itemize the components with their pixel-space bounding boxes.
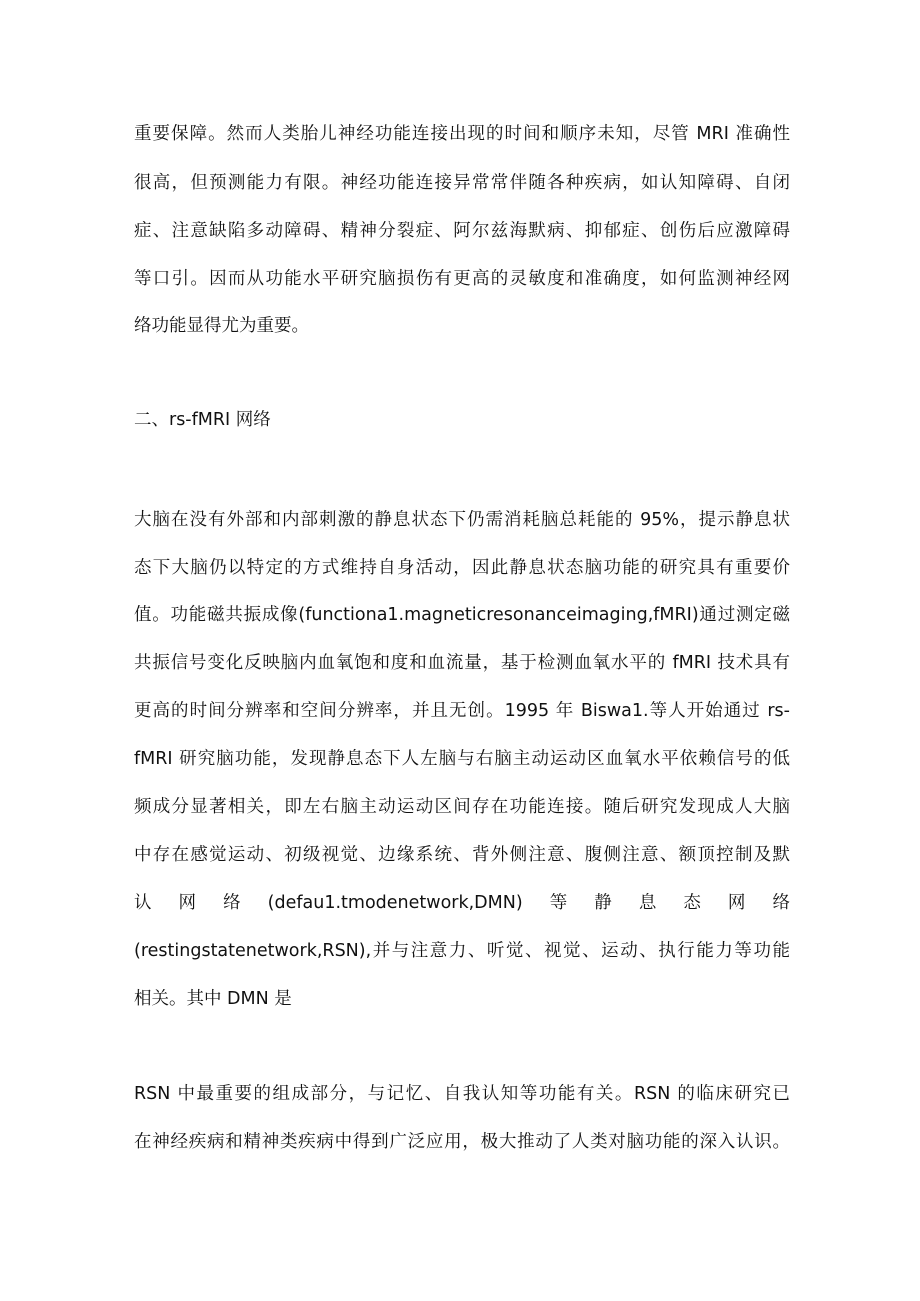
paragraph-2-line-6: fMRI 研究脑功能，发现静息态下人左脑与右脑主动运动区血氧水平依赖信号的低 [134,749,790,769]
paragraph-2-line-8: 中存在感觉运动、初级视觉、边缘系统、背外侧注意、腹侧注意、额顶控制及默 [134,845,790,865]
paragraph-2-line-2: 态下大脑仍以特定的方式维持自身活动，因此静息状态脑功能的研究具有重要价 [134,558,790,578]
paragraph-2-line-11: 相关。其中 DMN 是 [134,989,292,1009]
paragraph-1-line-5: 络功能显得尤为重要。 [134,316,309,336]
paragraph-1-line-4: 等口引。因而从功能水平研究脑损伤有更高的灵敏度和准确度，如何监测神经网 [134,269,790,289]
paragraph-2-line-1: 大脑在没有外部和内部刺激的静息状态下仍需消耗脑总耗能的 95%，提示静息状 [134,510,790,530]
paragraph-3-line-2: 在神经疾病和精神类疾病中得到广泛应用，极大推动了人类对脑功能的深入认识。 [134,1132,790,1152]
paragraph-2-line-10: (restingstatenetwork,RSN),并与注意力、听觉、视觉、运动、执行能力等功能 [134,941,790,961]
paragraph-2-line-4: 共振信号变化反映脑内血氧饱和度和血流量，基于检测血氧水平的 fMRI 技术具有 [134,653,790,673]
paragraph-2-line-7: 频成分显著相关，即左右脑主动运动区间存在功能连接。随后研究发现成人大脑 [134,797,790,817]
paragraph-1-line-2: 很高，但预测能力有限。神经功能连接异常常伴随各种疾病，如认知障碍、自闭 [134,173,790,193]
section-heading: 二、rs-fMRI 网络 [134,410,271,430]
paragraph-1-line-1: 重要保障。然而人类胎儿神经功能连接出现的时间和顺序未知，尽管 MRI 准确性 [134,124,790,144]
paragraph-2-line-3: 值。功能磁共振成像(functiona1.magneticresonanceimaging,fMRI)通过测定磁 [134,605,790,625]
paragraph-3-line-1: RSN 中最重要的组成部分，与记忆、自我认知等功能有关。RSN 的临床研究已 [134,1084,790,1104]
paragraph-2-line-9: 认 网 络 (defau1.tmodenetwork,DMN) 等 静 息 态 网 络 [134,893,790,913]
paragraph-1-line-3: 症、注意缺陷多动障碍、精神分裂症、阿尔兹海默病、抑郁症、创伤后应激障碍 [134,221,790,241]
paragraph-2-line-5: 更高的时间分辨率和空间分辨率，并且无创。1995 年 Biswa1.等人开始通过 rs- [134,701,790,721]
